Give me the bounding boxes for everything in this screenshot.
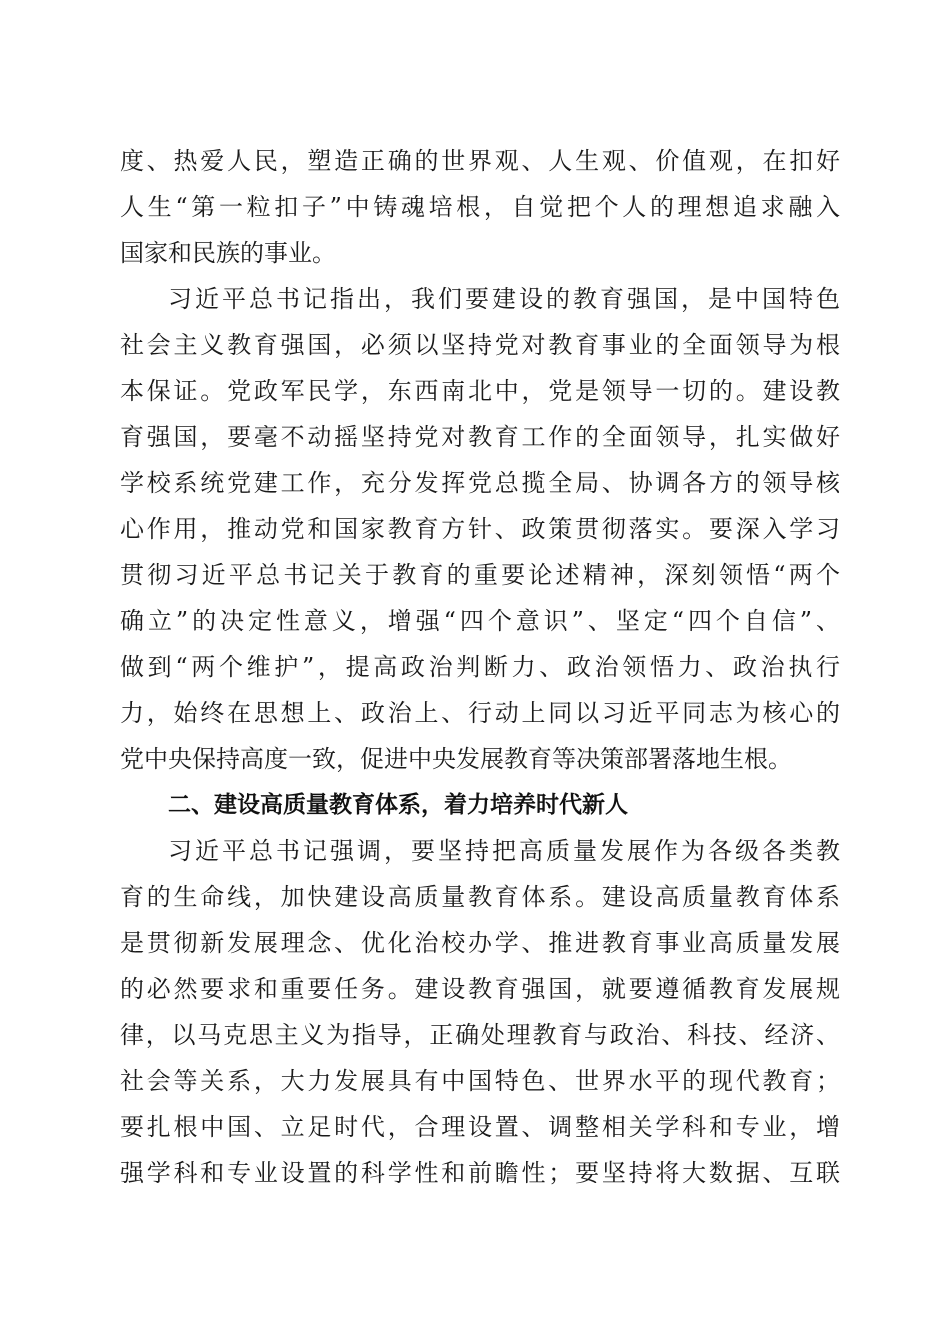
paragraph3-line-1: 习近平总书记强调，要坚持把高质量发展作为各级各类教	[168, 837, 840, 865]
paragraph2-line-2: 社会主义教育强国，必须以坚持党对教育事业的全面领导为根	[120, 331, 840, 359]
paragraph3-line-3: 是贯彻新发展理念、优化治校办学、推进教育事业高质量发展	[120, 929, 840, 957]
paragraph2-line-11: 党中央保持高度一致，促进中央发展教育等决策部署落地生根。	[120, 745, 792, 773]
paragraph2-line-1: 习近平总书记指出，我们要建设的教育强国，是中国特色	[168, 285, 840, 313]
paragraph2-line-8: 确立”的决定性意义，增强“四个意识”、坚定“四个自信”、	[120, 607, 840, 635]
paragraph2-line-5: 学校系统党建工作，充分发挥党总揽全局、协调各方的领导核	[120, 469, 840, 497]
paragraph3-line-5: 律，以马克思主义为指导，正确处理教育与政治、科技、经济、	[120, 1021, 840, 1049]
section-heading: 二、建设高质量教育体系，着力培养时代新人	[168, 792, 628, 818]
paragraph2-line-7: 贯彻习近平总书记关于教育的重要论述精神，深刻领悟“两个	[120, 561, 840, 589]
paragraph2-line-4: 育强国，要毫不动摇坚持党对教育工作的全面领导，扎实做好	[120, 423, 840, 451]
paragraph1-line-1: 度、热爱人民，塑造正确的世界观、人生观、价值观，在扣好	[120, 147, 840, 175]
paragraph1-line-2: 人生“第一粒扣子”中铸魂培根，自觉把个人的理想追求融入	[120, 193, 840, 221]
paragraph2-line-3: 本保证。党政军民学，东西南北中，党是领导一切的。建设教	[120, 377, 840, 405]
paragraph3-line-2: 育的生命线，加快建设高质量教育体系。建设高质量教育体系	[120, 883, 840, 911]
paragraph2-line-9: 做到“两个维护”，提高政治判断力、政治领悟力、政治执行	[120, 653, 840, 681]
paragraph3-line-4: 的必然要求和重要任务。建设教育强国，就要遵循教育发展规	[120, 975, 840, 1003]
paragraph3-line-6: 社会等关系，大力发展具有中国特色、世界水平的现代教育；	[120, 1067, 840, 1095]
paragraph2-line-10: 力，始终在思想上、政治上、行动上同以习近平同志为核心的	[120, 699, 840, 727]
paragraph3-line-8: 强学科和专业设置的科学性和前瞻性；要坚持将大数据、互联	[120, 1159, 840, 1187]
paragraph3-line-7: 要扎根中国、立足时代，合理设置、调整相关学科和专业，增	[120, 1113, 840, 1141]
paragraph2-line-6: 心作用，推动党和国家教育方针、政策贯彻落实。要深入学习	[120, 515, 840, 543]
paragraph1-line-3: 国家和民族的事业。	[120, 239, 336, 267]
